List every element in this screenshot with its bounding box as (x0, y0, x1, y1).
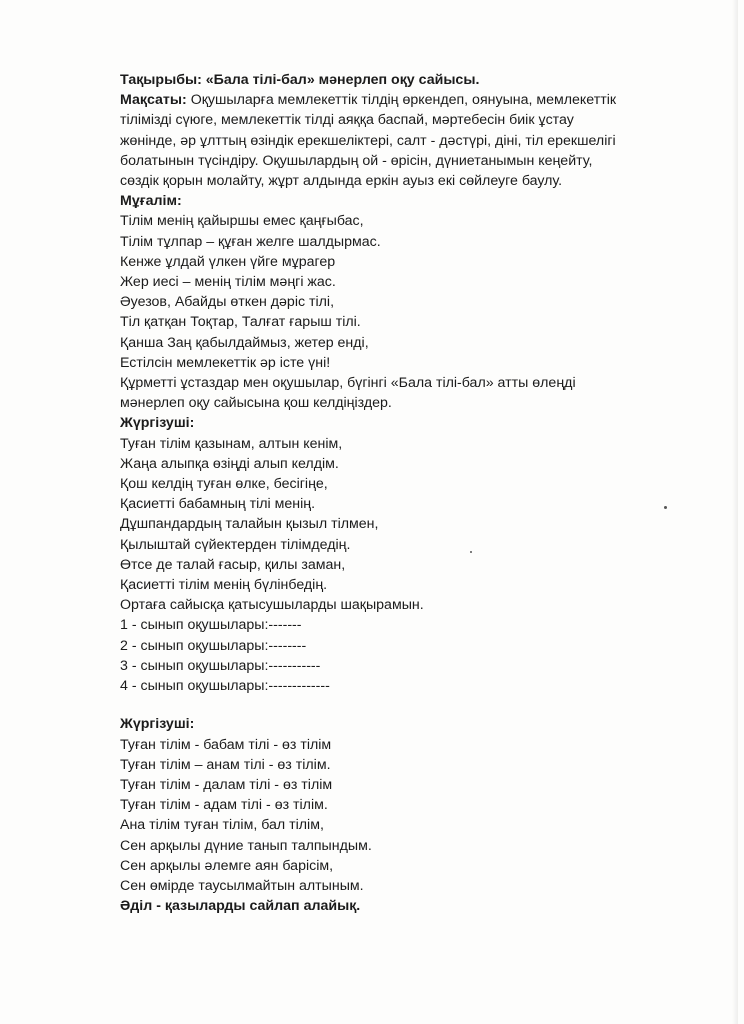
poem-line: Дұшпандардың талайын қызыл тілмен, (120, 516, 379, 533)
page-shadow-edge (732, 0, 738, 1024)
poem-line: Қасиетті бабамның тілі менің. (120, 496, 316, 513)
poem-line: Тілім менің қайыршы емес қаңғыбас, (120, 213, 364, 230)
purpose-label: Мақсаты: (120, 92, 187, 109)
title-label: Тақырыбы: (120, 72, 202, 88)
blank-line (120, 696, 728, 714)
poem-line: Сен арқылы әлемге аян барісім, (120, 857, 334, 874)
poem-line: Туған тілім – анам тілі - өз тілім. (120, 756, 331, 773)
poem-line: Жер иесі – менің тілім мәңгі жас. (120, 274, 336, 291)
purpose-line: жөнінде, әр ұлттың өзіндік ерекшеліктері, салт - дәстүрі, діні, тіл ерекшелігі (120, 132, 616, 149)
purpose-line (120, 90, 728, 110)
poem-line: Әуезов, Абайды өткен дәріс тілі, (120, 294, 335, 311)
participant-line: 2 - сынып оқушылары:-------- (120, 637, 307, 654)
participant-line: 4 - сынып оқушылары:------------- (120, 678, 330, 695)
title-line (120, 70, 728, 90)
poem-line: Қылыштай сүйектерден тілімдедің. (120, 536, 351, 553)
poem-line: Туған тілім қазынам, алтын кенім, (120, 435, 343, 452)
poem-line: Туған тілім - бабам тілі - өз тілім (120, 736, 332, 753)
poem-line: Туған тілім - адам тілі - өз тілім. (120, 797, 328, 814)
teacher-label: Мұғалім: (120, 193, 182, 210)
invitation-line: Ортаға сайысқа қатысушыларды шақырамын. (120, 597, 424, 614)
poem-line: Тілім тұлпар – құған желге шалдырмас. (120, 233, 381, 250)
poem-line: Сен өмірде таусылмайтын алтыным. (120, 877, 364, 894)
poem-line: Кенже ұлдай үлкен үйге мұрагер (120, 253, 336, 270)
poem-line: Сен арқылы дүние танып талпындым. (120, 837, 372, 854)
participant-line: 1 - сынып оқушылары:------- (120, 617, 302, 634)
poem-line: Жаңа алыпқа өзіңді алып келдім. (120, 455, 339, 472)
host-label: Жүргізуші: (120, 716, 195, 733)
poem-line: Қош келдің туған өлке, бесігіңе, (120, 476, 328, 493)
purpose-line: тілімізді сүюге, мемлекеттік тілді аяққа баспай, мәртебесін биік ұстау (120, 112, 574, 129)
poem-line: Өтсе де талай ғасыр, қилы заман, (120, 556, 346, 573)
poem-line: Тіл қатқан Тоқтар, Талғат ғарыш тілі. (120, 314, 361, 331)
document-body (120, 70, 728, 916)
host-label: Жүргізуші: (120, 415, 195, 432)
purpose-line: болатынын түсіндіру. Оқушылардың ой - өрісін, дүниетанымын кеңейту, (120, 152, 593, 169)
poem-line: Естілсін мемлекеттік әр істе үні! (120, 354, 331, 371)
greeting-line: Құрметті ұстаздар мен оқушылар, бүгінгі «Бала тілі-бал» атты өлеңді (120, 375, 576, 392)
poem-line: Қанша Заң қабылдаймыз, жетер енді, (120, 334, 369, 351)
closing-line: Әділ - қазыларды сайлап алайық. (120, 898, 361, 915)
title-text: «Бала тілі-бал» мәнерлеп оқу сайысы. (205, 72, 480, 88)
participant-line: 3 - сынып оқушылары:----------- (120, 657, 321, 674)
purpose-text: Оқушыларға мемлекеттік тілдің өркендеп, оянуына, мемлекеттік (190, 92, 617, 109)
greeting-line: мәнерлеп оқу сайысына қош келдіңіздер. (120, 395, 392, 412)
purpose-line: сөздік қорын молайту, жұрт алдында еркін ауыз екі сөйлеуге баулу. (120, 173, 563, 190)
poem-line: Қасиетті тілім менің бүлінбедің. (120, 577, 328, 594)
poem-line: Туған тілім - далам тілі - өз тілім (120, 776, 333, 793)
poem-line: Ана тілім туған тілім, бал тілім, (120, 817, 324, 834)
